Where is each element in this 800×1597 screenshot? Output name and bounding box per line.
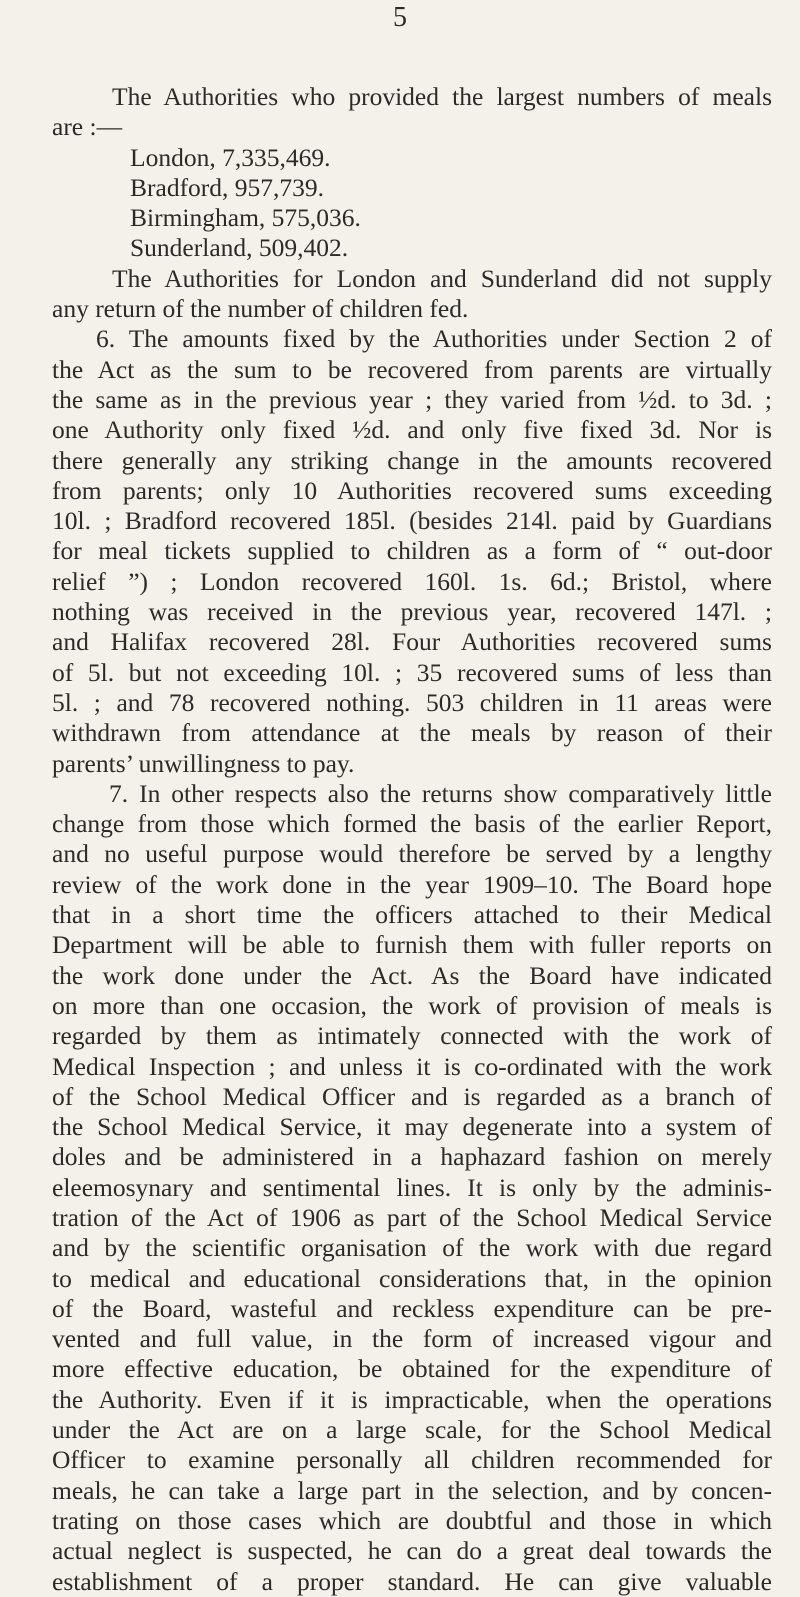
- text-line: review of the work done in the year 1909–10. The Board hope: [52, 869, 772, 899]
- text-line: doles and be administered in a haphazard fashion on merely: [52, 1142, 772, 1172]
- text-line: there generally any striking change in the amounts recovered: [52, 445, 772, 475]
- text-line: 7. In other respects also the returns show comparatively little: [109, 778, 772, 808]
- body-text: [52, 82, 772, 1597]
- text-line: The Authorities who provided the largest numbers of meals: [112, 82, 772, 111]
- text-line: and by the scientific organisation of the work with due regard: [52, 1233, 772, 1263]
- text-line: one Authority only fixed ½d. and only five fixed 3d. Nor is: [52, 415, 772, 445]
- text-line: of the School Medical Officer and is regarded as a branch of: [52, 1081, 772, 1111]
- text-line: vented and full value, in the form of increased vigour and: [52, 1324, 772, 1354]
- text-line: establishment of a proper standard. He can give valuable: [52, 1566, 772, 1596]
- text-line: to medical and educational considerations that, in the opinion: [52, 1263, 772, 1293]
- text-line: are :—: [52, 112, 123, 142]
- text-line: more effective education, be obtained for the expenditure of: [52, 1354, 772, 1384]
- text-line: of 5l. but not exceeding 10l. ; 35 recovered sums of less than: [52, 657, 772, 687]
- text-line: relief ”) ; London recovered 160l. 1s. 6d.; Bristol, where: [52, 566, 772, 596]
- text-line: that in a short time the officers attached to their Medical: [52, 900, 772, 930]
- text-line: and Halifax recovered 28l. Four Authorities recovered sums: [52, 627, 772, 657]
- text-line: Sunderland, 509,402.: [130, 233, 349, 263]
- text-line: on more than one occasion, the work of provision of meals is: [52, 990, 772, 1020]
- text-line: Birmingham, 575,036.: [130, 203, 361, 233]
- text-line: the Act as the sum to be recovered from parents are virtually: [52, 354, 772, 384]
- text-line: from parents; only 10 Authorities recovered sums exceeding: [52, 475, 772, 505]
- text-line: The Authorities for London and Sunderland did not supply: [112, 263, 772, 293]
- text-line: 10l. ; Bradford recovered 185l. (besides 214l. paid by Guardians: [52, 506, 772, 536]
- text-line: of the Board, wasteful and reckless expenditure can be pre-: [52, 1293, 772, 1323]
- text-line: trating on those cases which are doubtful and those in which: [52, 1505, 772, 1535]
- text-line: the Authority. Even if it is impracticable, when the operations: [52, 1384, 772, 1414]
- text-line: the work done under the Act. As the Board have indicated: [52, 960, 772, 990]
- text-line: Bradford, 957,739.: [130, 172, 325, 202]
- text-line: nothing was received in the previous year, recovered 147l. ;: [52, 597, 772, 627]
- text-line: the same as in the previous year ; they varied from ½d. to 3d. ;: [52, 384, 772, 414]
- text-line: Department will be able to furnish them with fuller reports on: [52, 930, 772, 960]
- text-line: for meal tickets supplied to children as a form of “ out-door: [52, 536, 772, 566]
- text-line: and no useful purpose would therefore be served by a lengthy: [52, 839, 772, 869]
- text-line: the School Medical Service, it may degenerate into a system of: [52, 1112, 772, 1142]
- text-line: under the Act are on a large scale, for the School Medical: [52, 1415, 772, 1445]
- text-line: London, 7,335,469.: [130, 142, 331, 172]
- text-line: change from those which formed the basis of the earlier Report,: [52, 809, 772, 839]
- text-line: regarded by them as intimately connected with the work of: [52, 1021, 772, 1051]
- page-number: 5: [393, 2, 407, 33]
- text-line: Medical Inspection ; and unless it is co-ordinated with the work: [52, 1051, 772, 1081]
- text-line: actual neglect is suspected, he can do a great deal towards the: [52, 1536, 772, 1566]
- text-line: Officer to examine personally all children recommended for: [52, 1445, 772, 1475]
- text-line: tration of the Act of 1906 as part of the School Medical Service: [52, 1202, 772, 1232]
- text-line: parents’ unwillingness to pay.: [52, 748, 355, 778]
- text-line: 5l. ; and 78 recovered nothing. 503 children in 11 areas were: [52, 687, 772, 717]
- text-line: any return of the number of children fed.: [52, 294, 469, 324]
- text-line: 6. The amounts fixed by the Authorities under Section 2 of: [96, 324, 772, 354]
- text-line: withdrawn from attendance at the meals by reason of their: [52, 718, 772, 748]
- text-line: eleemosynary and sentimental lines. It is only by the adminis-: [52, 1172, 772, 1202]
- text-line: meals, he can take a large part in the selection, and by concen-: [52, 1475, 772, 1505]
